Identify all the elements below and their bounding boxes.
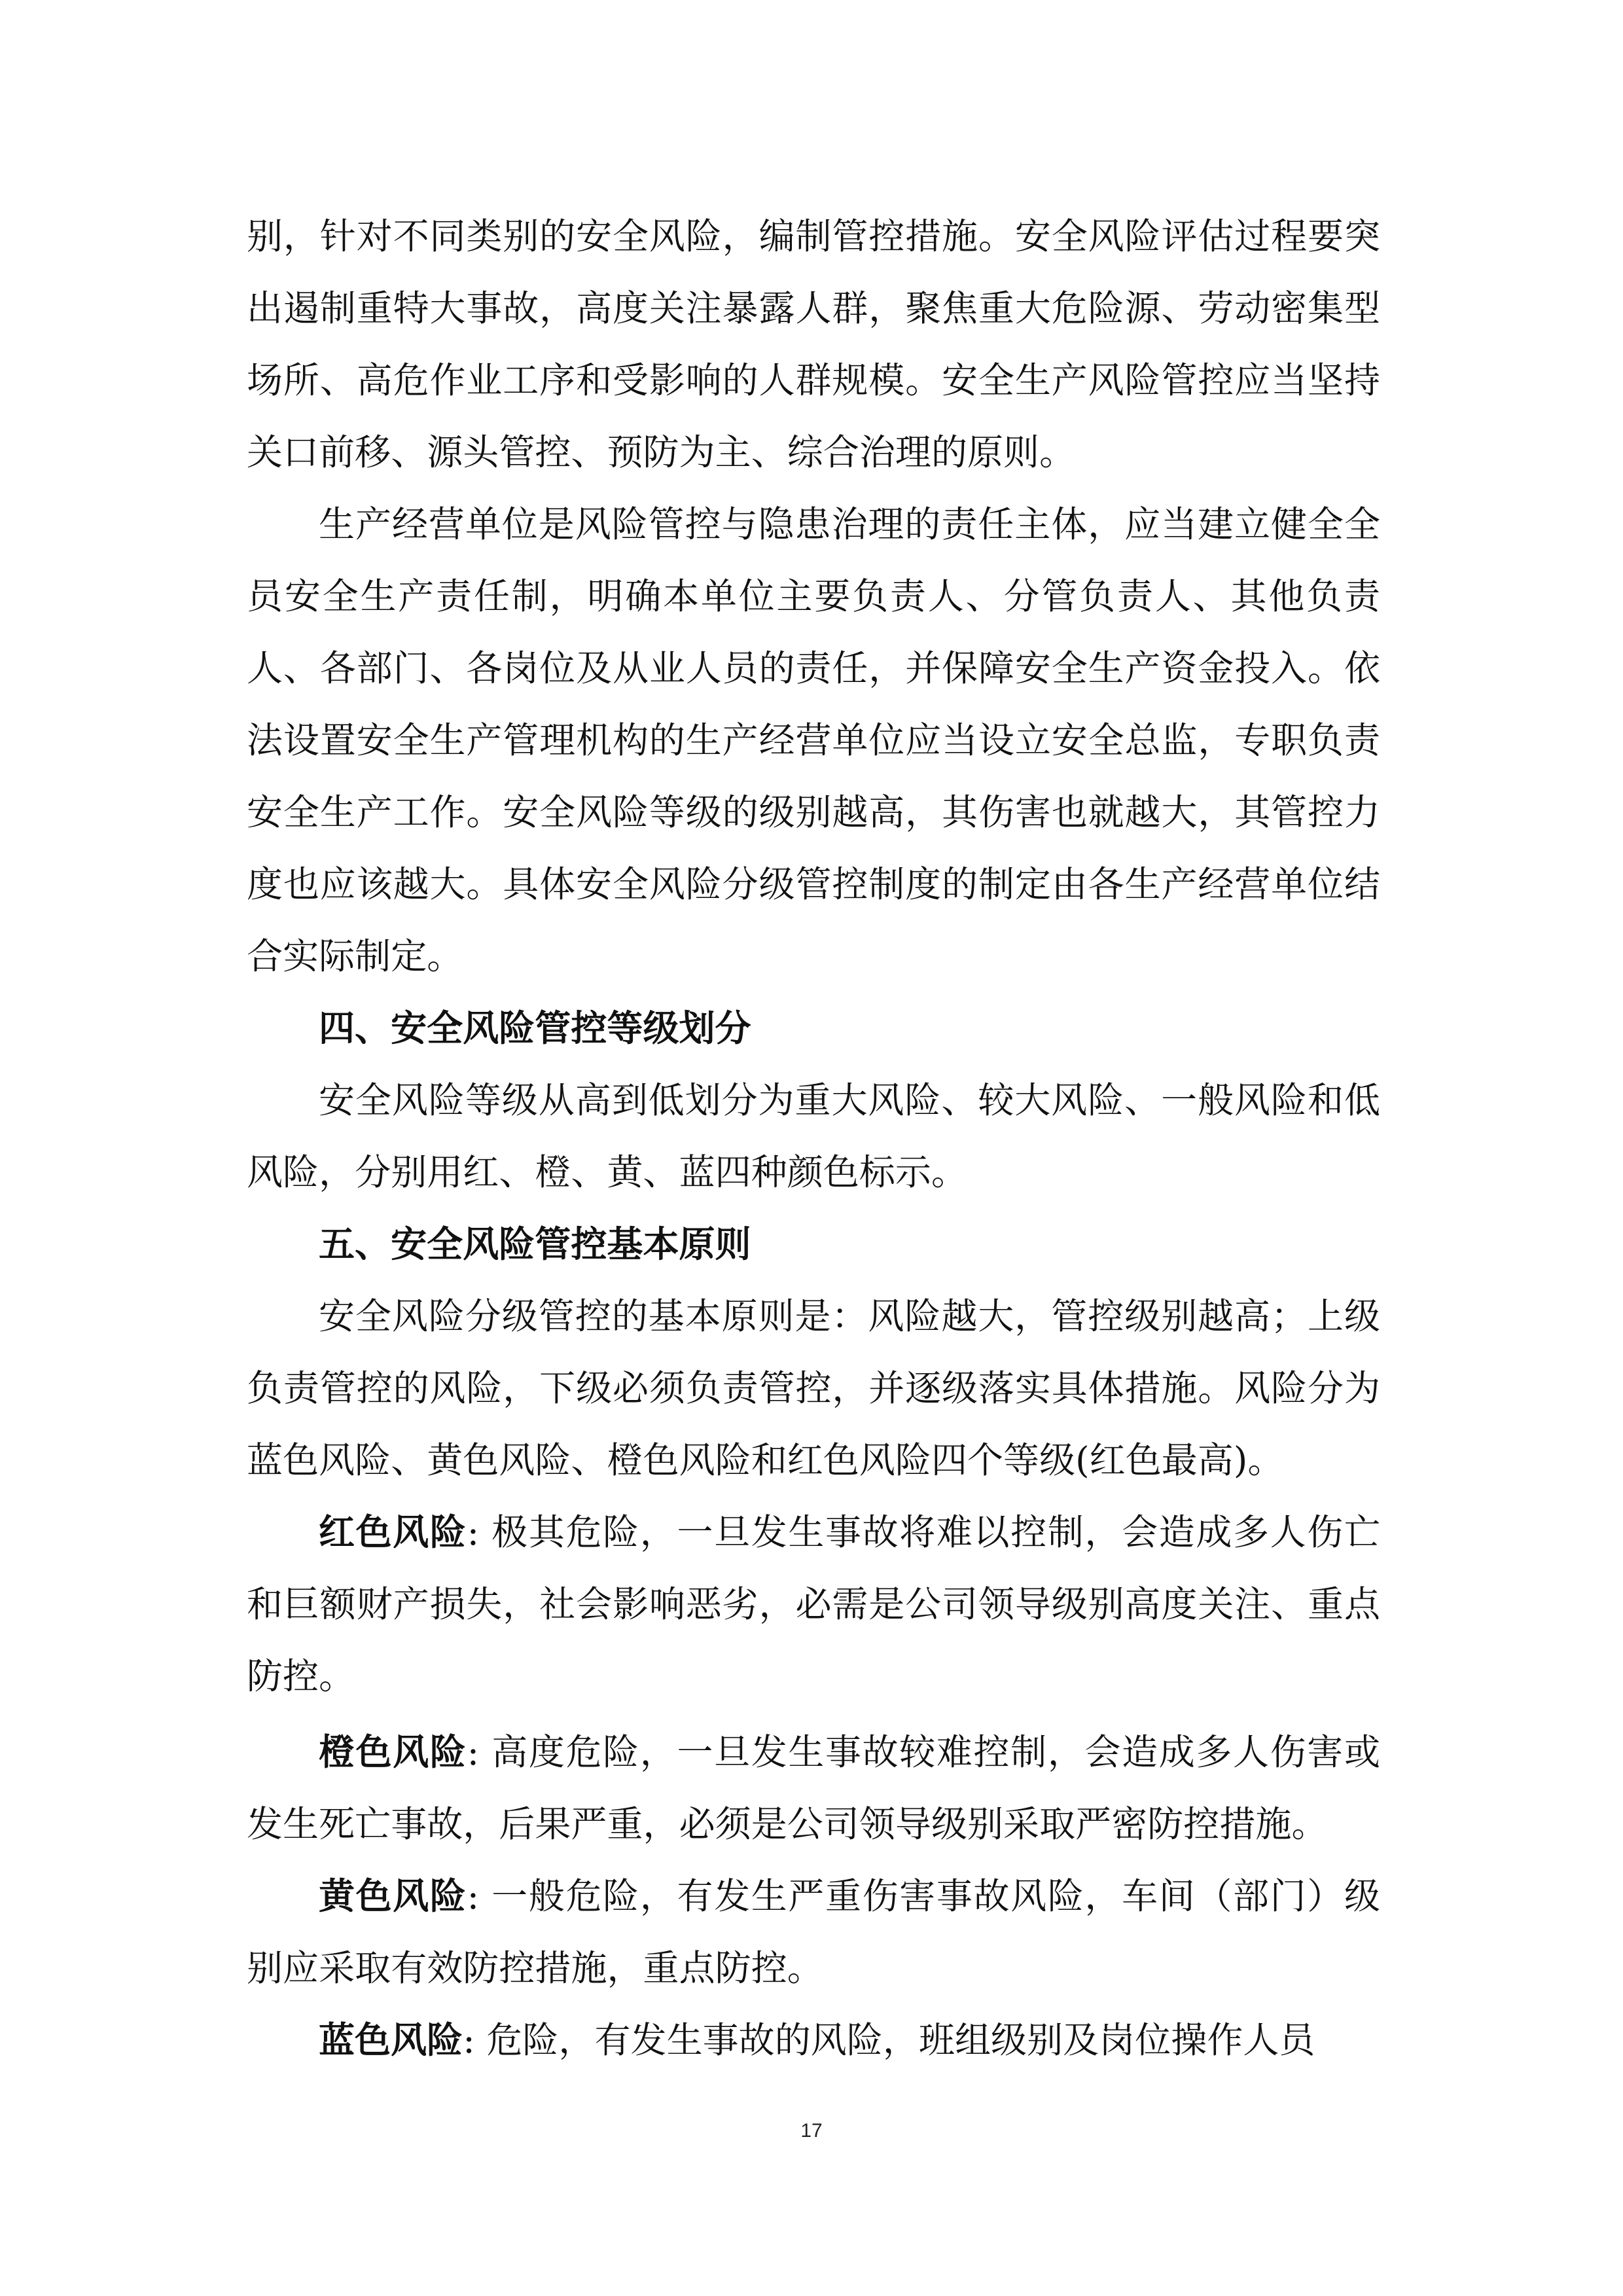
yellow-risk-text: : 一般危险，有发生严重伤害事故风险，车间（部门）级别应采取有效防控措施，重点防控。 <box>247 1875 1380 1989</box>
paragraph-red-risk <box>247 1496 1380 1712</box>
orange-risk-text: : 高度危险，一旦发生事故较难控制，会造成多人伤害或发生死亡事故，后果严重，必须是公司领导级别采取严密防控措施。 <box>247 1731 1380 1845</box>
paragraph-responsibility: 生产经营单位是风险管控与隐患治理的责任主体，应当建立健全全员安全生产责任制，明确本单位主要负责人、分管负责人、其他负责人、各部门、各岗位及从业人员的责任，并保障安全生产资金投入。依法设置安全生产管理机构的生产经营单位应当设立安全总监，专职负责安全生产工作。安全风险等级的级别越高，其伤害也就越大，其管控力度也应该越大。具体安全风险分级管控制度的制定由各生产经营单位结合实际制定。 <box>247 503 1380 977</box>
section-heading-4: 四、安全风险管控等级划分 <box>319 1007 751 1049</box>
blue-risk-label: 蓝色风险 <box>319 2019 463 2061</box>
page-number: 17 <box>800 2120 823 2142</box>
blue-risk-text: : 危险，有发生事故的风险，班组级别及岗位操作人员 <box>463 2019 1315 2061</box>
red-risk-text: : 极其危险，一旦发生事故将难以控制，会造成多人伤亡和巨额财产损失，社会影响恶劣，必需是公司领导级别高度关注、重点防控。 <box>247 1511 1380 1697</box>
paragraph-basic-principle: 安全风险分级管控的基本原则是：风险越大，管控级别越高；上级负责管控的风险，下级必须负责管控，并逐级落实具体措施。风险分为蓝色风险、黄色风险、橙色风险和红色风险四个等级(红色最高)。 <box>247 1295 1380 1481</box>
paragraph-blue-risk <box>247 2004 1380 2076</box>
orange-risk-label: 橙色风险 <box>319 1731 467 1773</box>
yellow-risk-label: 黄色风险 <box>319 1875 467 1917</box>
section-heading-5: 五、安全风险管控基本原则 <box>319 1223 751 1265</box>
page-content <box>247 200 1380 2076</box>
paragraph-risk-assessment: 别，针对不同类别的安全风险，编制管控措施。安全风险评估过程要突出遏制重特大事故，高度关注暴露人群，聚焦重大危险源、劳动密集型场所、高危作业工序和受影响的人群规模。安全生产风险管控应当坚持关口前移、源头管控、预防为主、综合治理的原则。 <box>247 215 1380 473</box>
red-risk-label: 红色风险 <box>319 1511 467 1553</box>
paragraph-orange-risk <box>247 1716 1380 1860</box>
paragraph-risk-levels: 安全风险等级从高到低划分为重大风险、较大风险、一般风险和低风险，分别用红、橙、黄、蓝四种颜色标示。 <box>247 1079 1380 1193</box>
paragraph-yellow-risk <box>247 1860 1380 2004</box>
